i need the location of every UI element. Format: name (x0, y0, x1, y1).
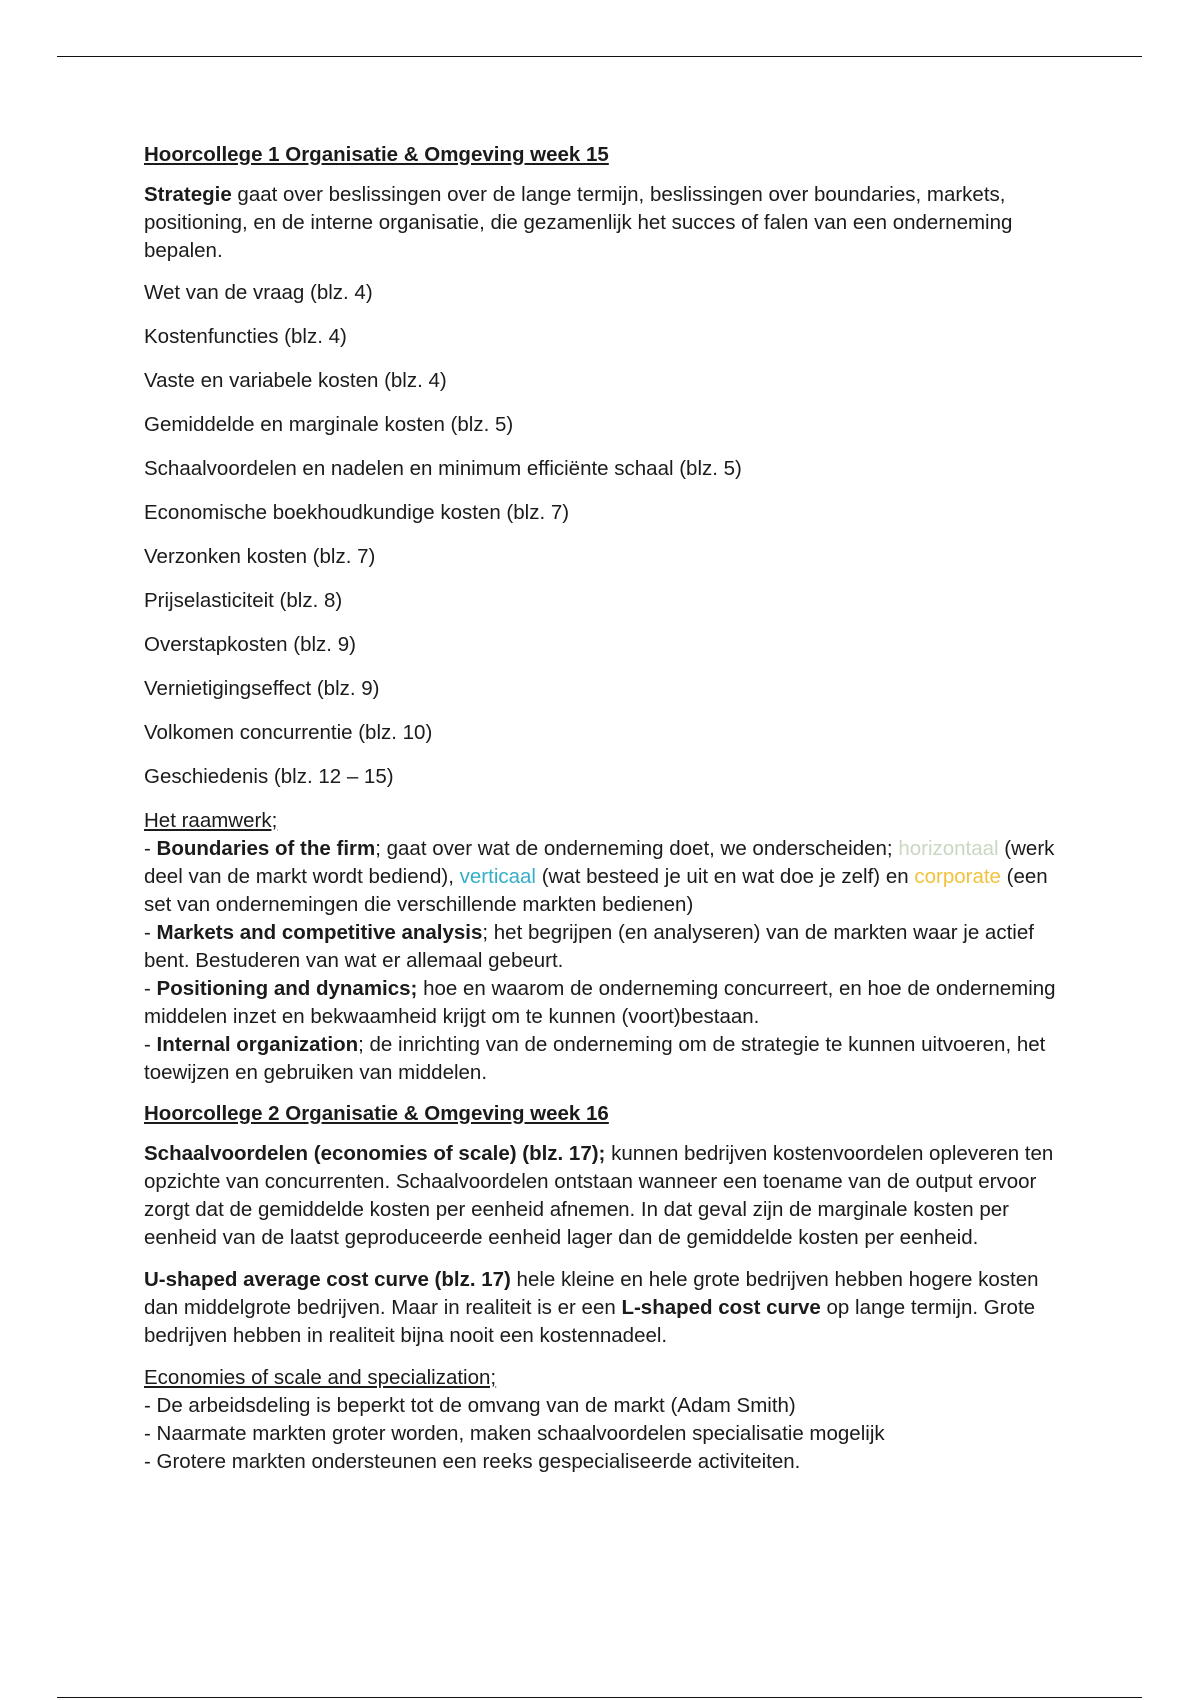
strategie-term: Strategie (144, 183, 232, 206)
boundaries-text: (wat besteed je uit en wat doe je zelf) en (536, 865, 915, 888)
topic-item: Prijselasticiteit (blz. 8) (144, 589, 343, 612)
strategie-text: gaat over beslissingen over de lange termijn, beslissingen over boundaries, markets, positioning, en de interne organisatie, die gezamenlijk het succes of falen van een onderneming bepalen. (144, 183, 1013, 262)
framework-block (144, 807, 1064, 1087)
lshaped-term: L-shaped cost curve (621, 1296, 821, 1319)
ushaped-text: hele kleine en hele grote bedrijven hebben hogere kosten dan middelgrote bedrijven. Maar in realiteit is er een (144, 1268, 1039, 1319)
topic-item: Economische boekhoudkundige kosten (blz. 7) (144, 501, 570, 524)
topic-item: Vernietigingseffect (blz. 9) (144, 677, 380, 700)
ushaped-term: U-shaped average cost curve (blz. 17) (144, 1268, 511, 1291)
topic-item: Kostenfuncties (blz. 4) (144, 325, 347, 348)
bullet-dash: - (144, 1033, 157, 1056)
header-rule (57, 56, 1142, 57)
internal-term: Internal organization (156, 1033, 359, 1056)
framework-title: Het raamwerk; (144, 809, 278, 832)
horizontaal-term: horizontaal (898, 837, 999, 860)
boundaries-term: Boundaries of the firm (156, 837, 376, 860)
heading-hoorcollege-1: Hoorcollege 1 Organisatie & Omgeving week 15 (144, 143, 609, 166)
schaalvoordelen-paragraph (144, 1140, 1064, 1252)
list-item: - Naarmate markten groter worden, maken schaalvoordelen specialisatie mogelijk (144, 1422, 885, 1445)
document-body (144, 141, 1064, 1476)
heading-hoorcollege-2: Hoorcollege 2 Organisatie & Omgeving week 16 (144, 1102, 609, 1125)
corporate-term: corporate (914, 865, 1001, 888)
schaalvoordelen-term: Schaalvoordelen (economies of scale) (blz. 17); (144, 1142, 606, 1165)
bullet-dash: - (144, 977, 157, 1000)
positioning-text: hoe en waarom de onderneming concurreert, en hoe de onderneming middelen inzet en bekwaamheid krijgt om te kunnen (voort)bestaan. (144, 977, 1056, 1028)
topic-item: Volkomen concurrentie (blz. 10) (144, 721, 433, 744)
framework-markets (144, 919, 1064, 975)
boundaries-text: ; gaat over wat de onderneming doet, we onderscheiden; (375, 837, 899, 860)
internal-text: ; de inrichting van de onderneming om de strategie te kunnen uitvoeren, het toewijzen en gebruiken van middelen. (144, 1033, 1046, 1084)
bullet-dash: - (144, 921, 157, 944)
topic-item: Gemiddelde en marginale kosten (blz. 5) (144, 413, 514, 436)
boundaries-text: (een set van ondernemingen die verschillende markten bedienen) (144, 865, 1048, 916)
schaalvoordelen-text: kunnen bedrijven kostenvoordelen opleveren ten opzichte van concurrenten. Schaalvoordelen ontstaan wanneer een toename van de output ervoor zorgt dat de gemiddelde kosten per eenheid afnemen. In dat geval zijn de marginale kosten per eenheid van de laatst geproduceerde eenheid lager dan de gemiddelde kosten per eenheid. (144, 1142, 1054, 1249)
verticaal-term: verticaal (459, 865, 536, 888)
list-item: - Grotere markten ondersteunen een reeks gespecialiseerde activiteiten. (144, 1450, 801, 1473)
boundaries-text: (werk deel van de markt wordt bediend), (144, 837, 1055, 888)
bullet-dash: - (144, 837, 157, 860)
positioning-term: Positioning and dynamics; (156, 977, 418, 1000)
topic-item: Wet van de vraag (blz. 4) (144, 281, 373, 304)
framework-boundaries (144, 835, 1064, 919)
list-item: - De arbeidsdeling is beperkt tot de omvang van de markt (Adam Smith) (144, 1394, 796, 1417)
specialization-title: Economies of scale and specialization; (144, 1366, 497, 1389)
specialization-block (144, 1364, 1064, 1476)
markets-text: ; het begrijpen (en analyseren) van de markten waar je actief bent. Bestuderen van wat er allemaal gebeurt. (144, 921, 1034, 972)
ushaped-paragraph (144, 1266, 1064, 1350)
footer-rule (57, 1697, 1142, 1698)
markets-term: Markets and competitive analysis (156, 921, 483, 944)
topic-item: Geschiedenis (blz. 12 – 15) (144, 765, 394, 788)
topic-item: Verzonken kosten (blz. 7) (144, 545, 376, 568)
framework-internal (144, 1031, 1064, 1087)
topic-item: Overstapkosten (blz. 9) (144, 633, 356, 656)
topic-item: Vaste en variabele kosten (blz. 4) (144, 369, 447, 392)
strategie-paragraph (144, 181, 1064, 265)
framework-positioning (144, 975, 1064, 1031)
ushaped-text: op lange termijn. Grote bedrijven hebben in realiteit bijna nooit een kostennadeel. (144, 1296, 1036, 1347)
topic-item: Schaalvoordelen en nadelen en minimum efficiënte schaal (blz. 5) (144, 457, 742, 480)
